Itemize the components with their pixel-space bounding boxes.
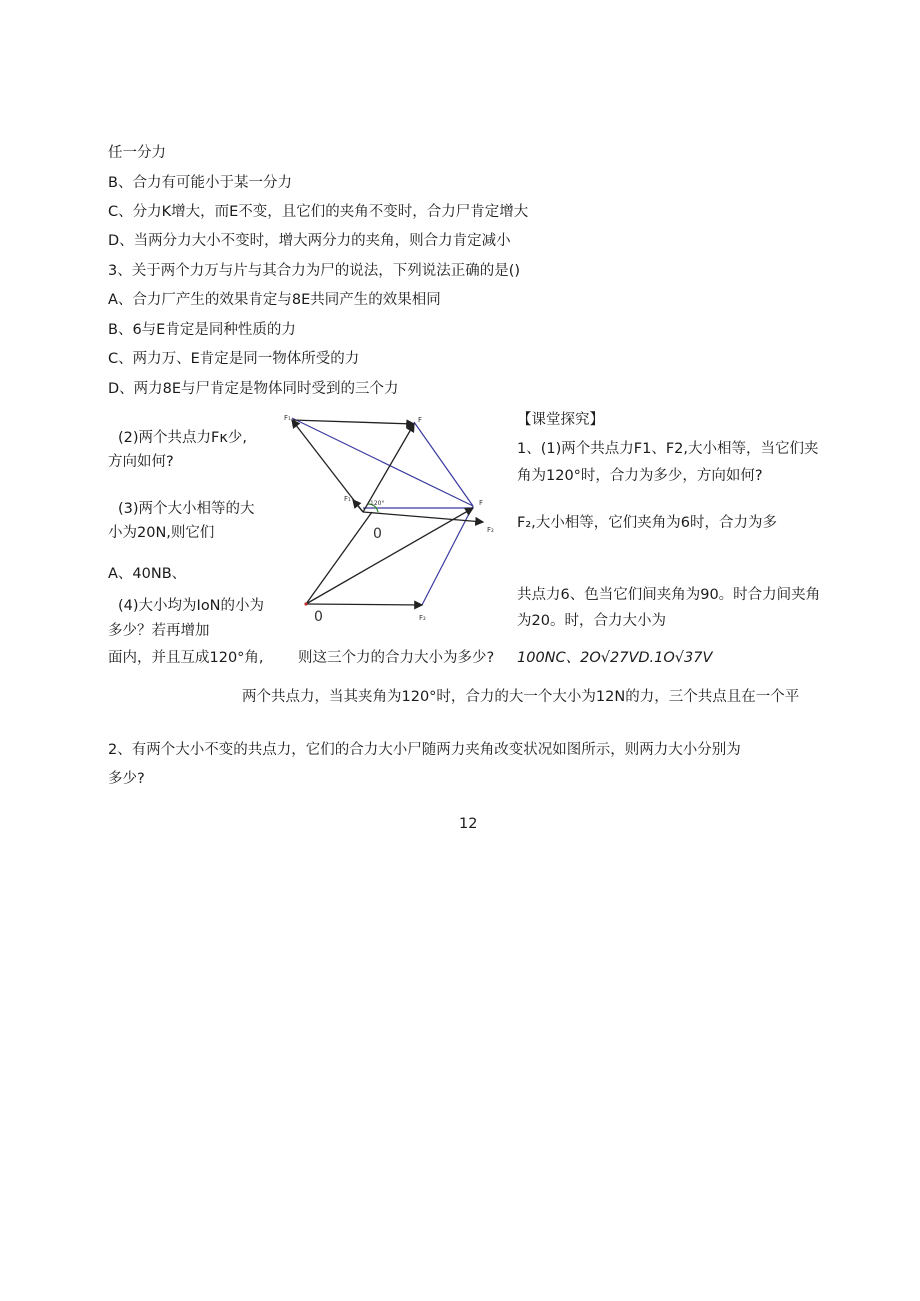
text-line: C、分力K增大，而E不变，且它们的夹角不变时，合力尸肯定增大 [108,204,529,220]
section-heading: 【课堂探究】 [517,412,604,428]
text-line: B、6与E肯定是同种性质的力 [108,322,296,338]
page-number: 12 [459,816,478,832]
text-line: B、合力有可能小于某一分力 [108,175,292,191]
text-line: 任一分力 [108,145,166,161]
force-arrows [292,420,483,605]
label-angle: 120° [370,500,385,507]
right-q3-line1: 共点力6、色当它们间夹角为90。时合力间夹角 [517,587,821,603]
label-f-top: F [418,416,423,424]
label-f1-top: F₁ [284,414,291,422]
left-q2-line2: 方向如何? [108,454,174,470]
text-line: D、两力8E与尸肯定是物体同时受到的三个力 [108,381,399,397]
right-q2-text: F₂,大小相等，它们夹角为6时，合力为多 [517,515,777,531]
left-q4-line2: 多少？若再增加 [108,623,210,639]
right-q1-line2: 角为120°时，合力为多少，方向如何? [517,468,763,484]
right-options: 100NC、2O√27VD.1O√37V [517,650,713,666]
label-f-right: F [479,499,484,507]
right-q1-line1: 1、(1)两个共点力F1、F2,大小相等，当它们夹 [517,441,819,457]
left-q4-line3b: 则这三个力的合力大小为多少? [298,650,495,666]
label-f1-mid: F₁ [344,495,351,503]
left-q4-line1: (4)大小均为IoN的小为 [118,598,265,614]
right-q3-line2: 为20。时，合力大小为 [517,613,666,629]
text-line: D、当两分力大小不变时，增大两分力的夹角，则合力肯定减小 [108,233,511,249]
q2-line1: 2、有两个大小不变的共点力，它们的合力大小尸随两力夹角改变状况如图所示，则两力大小分别为 [108,742,741,758]
label-f2-bottom: F₂ [419,614,426,622]
text-line: C、两力万、E肯定是同一物体所受的力 [108,351,360,367]
q2-line2: 多少? [108,771,145,787]
left-q2-line1: (2)两个共点力Fκ少, [118,430,248,446]
label-o-mid: 0 [373,526,382,542]
label-o-bottom: 0 [314,609,323,625]
text-line: A、合力厂产生的效果肯定与8E共同产生的效果相同 [108,292,441,308]
center-line: 两个共点力，当其夹角为120°时，合力的大一个大小为12N的力，三个共点且在一个平 [242,689,800,705]
origin-dot [304,602,307,605]
force-diagram [278,408,508,630]
label-f2-right: F₂ [487,526,494,534]
text-line: 3、关于两个力万与片与其合力为尸的说法，下列说法正确的是() [108,263,521,279]
left-q3-line2: 小为20N,则它们 [108,525,215,541]
left-q3-line1: (3)两个大小相等的大 [118,501,255,517]
left-q4-line3: 面内，并且互成120°角, [108,650,264,666]
left-opt-a: A、40NB、 [108,566,187,582]
parallelogram-lines [292,418,473,605]
